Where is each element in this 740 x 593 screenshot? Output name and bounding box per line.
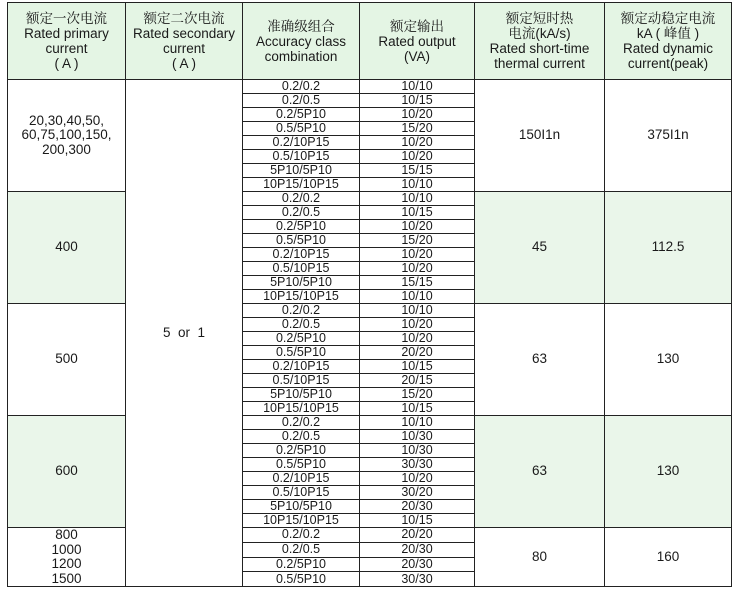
rated-output-cell: 30/30 [360,572,475,587]
accuracy-class-cell: 5P10/5P10 [243,164,360,178]
accuracy-class-cell: 10P15/10P15 [243,514,360,528]
rated-output-cell: 10/10 [360,178,475,192]
rated-output-cell: 10/20 [360,332,475,346]
primary-current-value: 60,75,100,150, [21,127,112,143]
accuracy-class-cell: 0.2/5P10 [243,108,360,122]
header-row [8,3,732,80]
accuracy-class-cell: 5P10/5P10 [243,276,360,290]
rated-output-cell: 10/20 [360,262,475,276]
rated-output-cell: 15/20 [360,388,475,402]
accuracy-class-cell: 0.2/10P15 [243,248,360,262]
dynamic-current-cell: 130 [605,416,732,528]
accuracy-class-cell: 0.2/0.5 [243,206,360,220]
accuracy-class-cell: 0.5/5P10 [243,234,360,248]
table-body [8,80,732,587]
rated-output-cell: 10/30 [360,430,475,444]
primary-current-cell [8,304,126,416]
accuracy-class-cell: 10P15/10P15 [243,402,360,416]
accuracy-class-cell: 0.2/10P15 [243,136,360,150]
rated-output-cell: 10/20 [360,318,475,332]
dynamic-current-cell: 375I1n [605,80,732,192]
rated-output-cell: 10/15 [360,206,475,220]
accuracy-class-cell: 0.2/0.2 [243,304,360,318]
primary-current-value: 200,300 [42,141,91,157]
ct-spec-table [7,2,732,587]
accuracy-class-cell: 10P15/10P15 [243,290,360,304]
accuracy-class-cell: 10P15/10P15 [243,178,360,192]
primary-current-value: 400 [55,239,78,255]
rated-output-cell: 10/15 [360,94,475,108]
rated-output-cell: 10/30 [360,444,475,458]
accuracy-class-cell: 0.2/5P10 [243,444,360,458]
accuracy-class-cell: 0.5/5P10 [243,572,360,587]
dynamic-current-cell: 160 [605,528,732,587]
rated-output-cell: 15/20 [360,234,475,248]
primary-current-value: 600 [55,463,78,479]
rated-output-cell: 15/20 [360,122,475,136]
secondary-current-value: 5 or 1 [126,80,243,587]
primary-current-cell [8,192,126,304]
header-thermal-current: 额定短时热 电流(kA/s) Rated short-time thermal current [475,3,605,80]
header-secondary-current: 额定二次电流 Rated secondary current ( A ) [126,3,243,80]
primary-current-cell [8,528,126,587]
thermal-current-cell: 45 [475,192,605,304]
accuracy-class-cell: 0.2/0.5 [243,542,360,557]
primary-current-value: 20,30,40,50, [28,112,105,128]
rated-output-cell: 10/20 [360,108,475,122]
rated-output-cell: 10/20 [360,248,475,262]
accuracy-class-cell: 0.5/10P15 [243,262,360,276]
accuracy-class-cell: 0.2/10P15 [243,472,360,486]
rated-output-cell: 10/15 [360,360,475,374]
thermal-current-cell: 63 [475,416,605,528]
rated-output-cell: 10/10 [360,192,475,206]
rated-output-cell: 20/30 [360,557,475,572]
accuracy-class-cell: 0.5/5P10 [243,458,360,472]
rated-output-cell: 30/20 [360,486,475,500]
table-row [8,192,732,206]
accuracy-class-cell: 0.2/10P15 [243,360,360,374]
primary-current-value: 1200 [51,556,82,571]
accuracy-class-cell: 0.2/0.2 [243,192,360,206]
rated-output-cell: 10/20 [360,150,475,164]
rated-output-cell: 15/15 [360,276,475,290]
rated-output-cell: 15/15 [360,164,475,178]
accuracy-class-cell: 0.2/0.5 [243,94,360,108]
accuracy-class-cell: 0.2/0.5 [243,430,360,444]
header-primary-current: 额定一次电流 Rated primary current ( A ) [8,3,126,80]
primary-current-value: 500 [55,351,78,367]
table-row [8,528,732,543]
rated-output-cell: 20/20 [360,346,475,360]
rated-output-cell: 30/30 [360,458,475,472]
accuracy-class-cell: 0.5/10P15 [243,486,360,500]
dynamic-current-cell: 130 [605,304,732,416]
table-row [8,304,732,318]
rated-output-cell: 10/20 [360,136,475,150]
primary-current-value: 1000 [51,541,82,557]
accuracy-class-cell: 0.2/5P10 [243,220,360,234]
accuracy-class-cell: 0.5/10P15 [243,150,360,164]
header-rated-output: 额定输出 Rated output (VA) [360,3,475,80]
accuracy-class-cell: 0.5/10P15 [243,374,360,388]
accuracy-class-cell: 0.2/0.2 [243,80,360,94]
dynamic-current-cell: 112.5 [605,192,732,304]
rated-output-cell: 20/30 [360,500,475,514]
rated-output-cell: 10/20 [360,472,475,486]
rated-output-cell: 10/20 [360,220,475,234]
accuracy-class-cell: 0.2/5P10 [243,332,360,346]
accuracy-class-cell: 0.5/5P10 [243,346,360,360]
primary-current-cell [8,416,126,528]
rated-output-cell: 10/10 [360,80,475,94]
accuracy-class-cell: 0.2/0.5 [243,318,360,332]
accuracy-class-cell: 5P10/5P10 [243,500,360,514]
rated-output-cell: 20/30 [360,542,475,557]
accuracy-class-cell: 0.2/0.2 [243,528,360,543]
rated-output-cell: 10/10 [360,416,475,430]
primary-current-value: 1500 [51,570,82,586]
accuracy-class-cell: 5P10/5P10 [243,388,360,402]
rated-output-cell: 20/20 [360,528,475,543]
header-accuracy-class: 准确级组合 Accuracy class combination [243,3,360,80]
primary-current-value: 800 [55,527,78,542]
header-dynamic-current: 额定动稳定电流 kA ( 峰值 ) Rated dynamic current(peak) [605,3,732,80]
accuracy-class-cell: 0.2/5P10 [243,557,360,572]
thermal-current-cell: 63 [475,304,605,416]
primary-current-cell [8,80,126,192]
thermal-current-cell: 80 [475,528,605,587]
rated-output-cell: 10/15 [360,514,475,528]
rated-output-cell: 10/10 [360,304,475,318]
rated-output-cell: 10/15 [360,402,475,416]
rated-output-cell: 10/10 [360,290,475,304]
table-row [8,80,732,94]
accuracy-class-cell: 0.5/5P10 [243,122,360,136]
rated-output-cell: 20/15 [360,374,475,388]
table-row [8,416,732,430]
accuracy-class-cell: 0.2/0.2 [243,416,360,430]
thermal-current-cell: 150I1n [475,80,605,192]
